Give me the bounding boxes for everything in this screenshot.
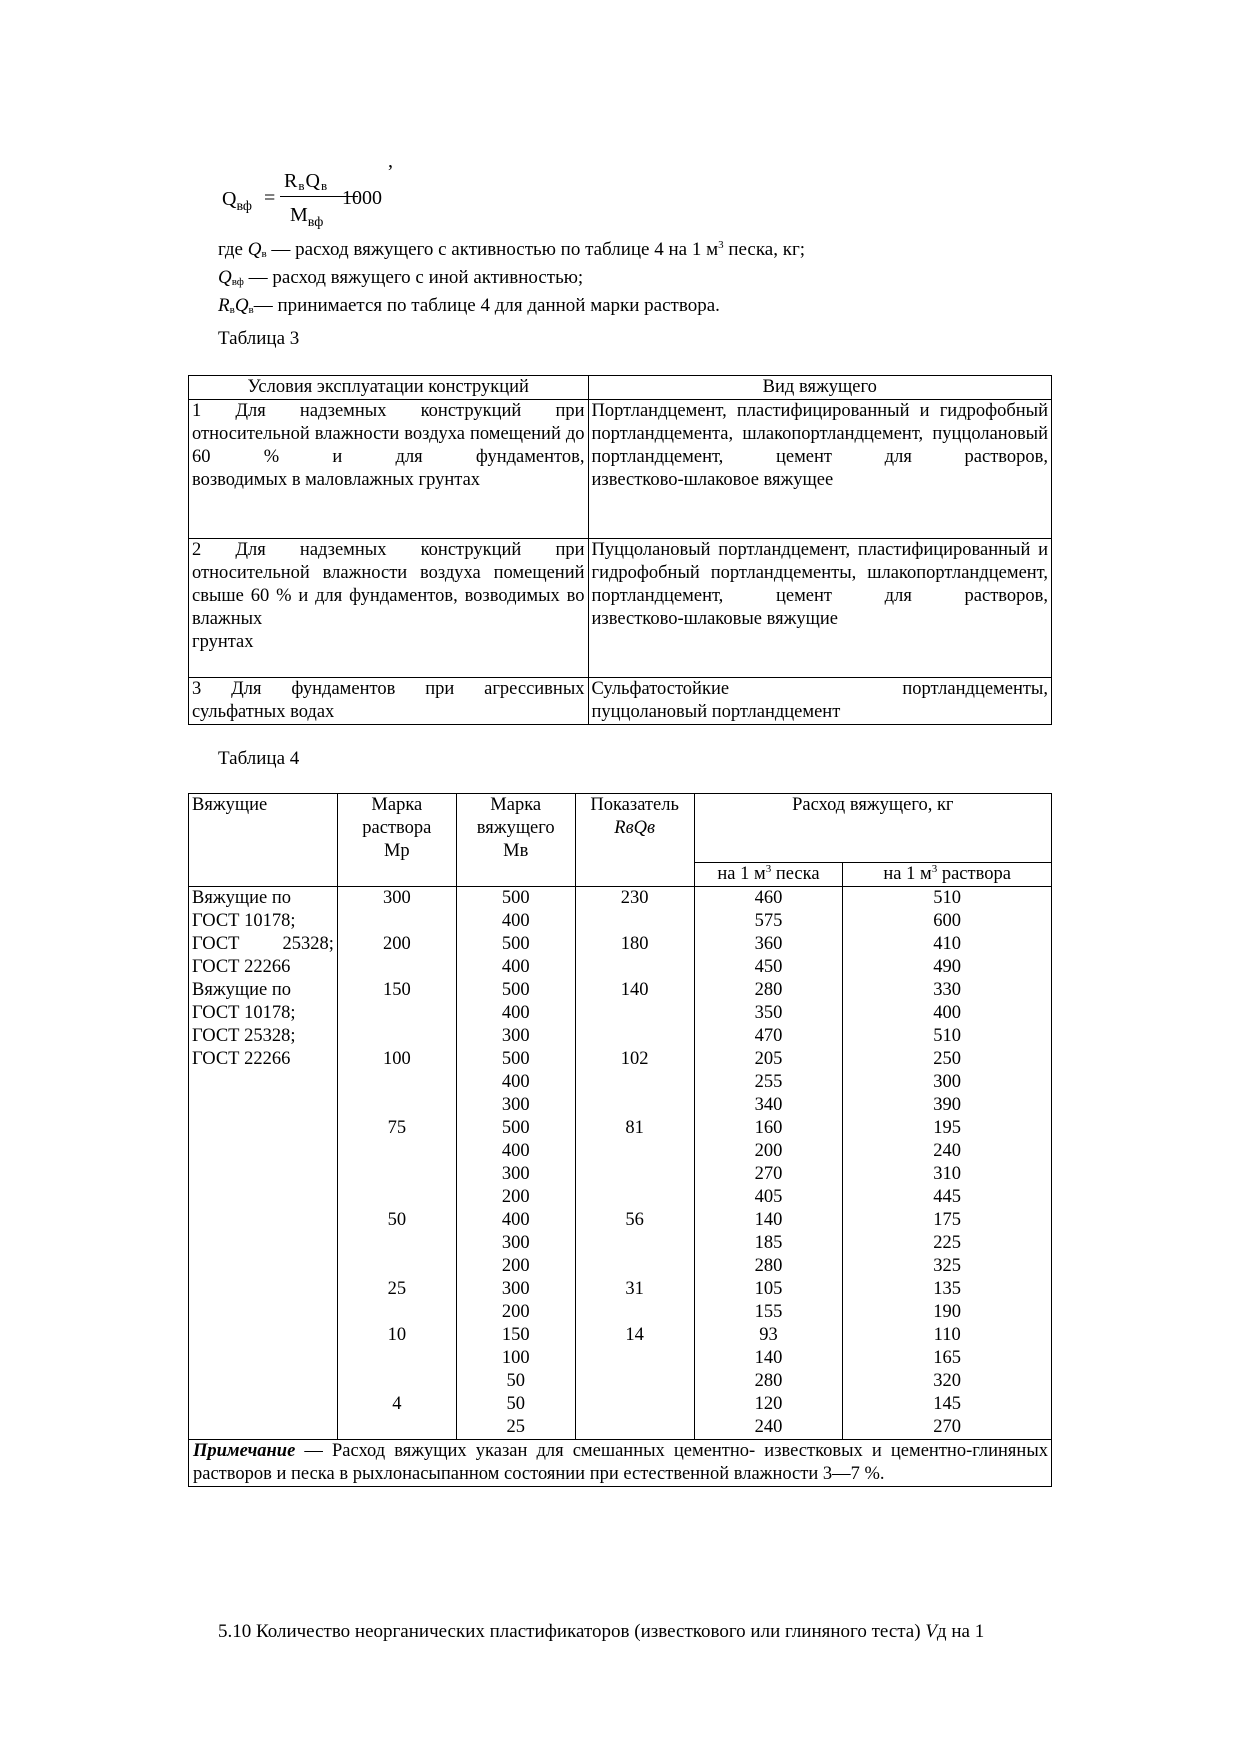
table4-cell-idx: 140 <box>620 980 649 1000</box>
table4-cell-idx <box>579 1002 691 1025</box>
table4-cell-mb: 300 <box>501 1026 530 1046</box>
table4-cell-mb: 100 <box>501 1348 530 1368</box>
table3 <box>188 375 1052 725</box>
table4-cell-mb: 500 <box>501 888 530 908</box>
formula-equals: = <box>264 187 276 209</box>
table4-cell-mortar: 310 <box>933 1164 962 1184</box>
table4-cell-mr <box>341 1301 453 1324</box>
table4-cell-mortar: 190 <box>933 1302 962 1322</box>
table4-cell-mr <box>341 1140 453 1163</box>
table4-header-per-mortar: на 1 $м^3$ раствора <box>843 863 1052 887</box>
table4-cell-idx: 102 <box>620 1049 649 1069</box>
table4-col-mortar-grade <box>337 887 456 1440</box>
table4-cell-sand: 93 <box>759 1325 778 1345</box>
table4-header-binder-grade: Марка вяжущего Мв <box>456 794 575 887</box>
table4-cell-mb: 200 <box>501 1256 530 1276</box>
table4-cell-idx <box>579 1255 691 1278</box>
table4-cell-sand: 350 <box>754 1003 783 1023</box>
table4-cell-sand: 280 <box>754 1256 783 1276</box>
table4-cell-idx <box>579 1025 691 1048</box>
table4-cell-mb: 25 <box>506 1417 525 1437</box>
table4-cell-mr: 50 <box>387 1210 407 1230</box>
table-row <box>189 539 1052 678</box>
table4-cell-mortar: 490 <box>933 957 962 977</box>
table4-cell-sand: 405 <box>754 1187 783 1207</box>
paragraph-5-10: 5.10 Количество неорганических пластификаторов (известкового или глиняного теста) Vд на 1 <box>218 1621 985 1642</box>
table4-header-consumption: Расход вяжущего, кг <box>694 794 1051 863</box>
table4-cell-mr: 75 <box>387 1118 407 1138</box>
table4-cell-mr: 25 <box>387 1279 407 1299</box>
table4-cell-mb: 300 <box>501 1279 530 1299</box>
table4-cell-idx <box>579 1416 691 1439</box>
table4-cell-mb: 300 <box>501 1095 530 1115</box>
table3-cell-binder: Портландцемент, пластифицированный и гидрофобный портландцемента, шлакопортландцемент, пуццолановый портландцемент, цемент для растворов, известково-шлаковое вяжущее <box>588 400 1052 539</box>
table4-cell-mortar: 175 <box>933 1210 962 1230</box>
table4-cell-idx: 56 <box>625 1210 644 1230</box>
table4-body-row <box>189 887 1052 1440</box>
table4-cell-idx <box>579 956 691 979</box>
table4-cell-mr <box>341 1416 453 1439</box>
table4-header-binders: Вяжущие <box>189 794 338 887</box>
table4-cell-sand: 155 <box>754 1302 783 1322</box>
table4-cell-mb: 400 <box>501 911 530 931</box>
table4-cell-idx <box>579 1301 691 1324</box>
table4-cell-idx <box>579 1186 691 1209</box>
table4-cell-mortar: 390 <box>933 1095 962 1115</box>
table4-cell-mortar: 510 <box>933 888 962 908</box>
table4-cell-sand: 185 <box>754 1233 783 1253</box>
table4-header-index: Показатель RвQв <box>575 794 694 887</box>
table4-cell-mortar: 145 <box>933 1394 962 1414</box>
table4-header-mortar-grade: Марка раствора Мр <box>337 794 456 887</box>
table4-cell-mortar: 225 <box>933 1233 962 1253</box>
table4-cell-mr <box>341 1025 453 1048</box>
table4-cell-sand: 270 <box>754 1164 783 1184</box>
table4-cell-mr <box>341 1370 453 1393</box>
table4-cell-sand: 460 <box>754 888 783 908</box>
formula-lhs: $Q_{вф}$ <box>222 188 252 214</box>
table4-cell-sand: 340 <box>754 1095 783 1115</box>
table4-cell-idx <box>579 1232 691 1255</box>
definition-rvqv: RвQв— принимается по таблице 4 для данной марки раствора. <box>218 295 720 316</box>
table4-cell-mr: 200 <box>382 934 411 954</box>
table4-cell-mb: 50 <box>506 1371 525 1391</box>
table4-cell-idx <box>579 910 691 933</box>
table4-cell-mr: 100 <box>382 1049 411 1069</box>
table4-cell-mortar: 195 <box>933 1118 962 1138</box>
table3-cell-conditions: 1 Для надземных конструкций при относительной влажности воздуха помещений до 60 % и для фундаментов, возводимых в маловлажных грунтах <box>189 400 589 539</box>
table4-cell-mb: 500 <box>501 1049 530 1069</box>
table4-cell-mortar: 165 <box>933 1348 962 1368</box>
table4-col-index <box>575 887 694 1440</box>
table4-cell-idx: 81 <box>625 1118 644 1138</box>
table4-cell-mb: 200 <box>501 1187 530 1207</box>
table4-cell-mortar: 320 <box>933 1371 962 1391</box>
table4-cell-idx <box>579 1163 691 1186</box>
table4-cell-sand: 140 <box>754 1348 783 1368</box>
table3-cell-binder: Сульфатостойкие портландцементы, пуццолановый портландцемент <box>588 678 1052 725</box>
table4-cell-mr <box>341 1347 453 1370</box>
table4-cell-sand: 105 <box>754 1279 783 1299</box>
table4-col-binders: Вяжущие по ГОСТ 10178; ГОСТ 25328; ГОСТ 22266 Вяжущие по ГОСТ 10178; ГОСТ 25328; ГОСТ 22266 <box>189 887 338 1440</box>
table4-cell-sand: 160 <box>754 1118 783 1138</box>
table4-cell-mortar: 400 <box>933 1003 962 1023</box>
table4-cell-mortar: 410 <box>933 934 962 954</box>
table4-col-binder-grade <box>456 887 575 1440</box>
table4-cell-sand: 360 <box>754 934 783 954</box>
table4-cell-mr <box>341 1232 453 1255</box>
table3-header-row <box>189 376 1052 400</box>
table4-cell-mortar: 135 <box>933 1279 962 1299</box>
table4-cell-sand: 205 <box>754 1049 783 1069</box>
table4-cell-idx <box>579 1370 691 1393</box>
formula <box>222 168 482 232</box>
table4-header-row <box>189 794 1052 863</box>
table4-cell-mortar: 600 <box>933 911 962 931</box>
definition-qvf: Qвф — расход вяжущего с иной активностью; <box>218 267 584 288</box>
table4-cell-idx: 230 <box>620 888 649 908</box>
table4-cell-mr <box>341 1163 453 1186</box>
table4-cell-mortar: 325 <box>933 1256 962 1276</box>
table4-cell-mortar: 510 <box>933 1026 962 1046</box>
table4-cell-mb: 300 <box>501 1233 530 1253</box>
table4-cell-mortar: 110 <box>933 1325 961 1345</box>
table4-cell-mb: 500 <box>501 980 530 1000</box>
table4-cell-sand: 120 <box>754 1394 783 1414</box>
formula-comma: , <box>388 150 393 172</box>
table4-cell-mr: 4 <box>392 1394 402 1414</box>
table4-cell-mb: 400 <box>501 957 530 977</box>
table4-cell-idx <box>579 1393 691 1416</box>
table4-col-per-mortar <box>843 887 1052 1440</box>
table4-cell-idx <box>579 1094 691 1117</box>
table4-cell-mb: 500 <box>501 1118 530 1138</box>
table4-cell-mortar: 270 <box>933 1417 962 1437</box>
table4-cell-sand: 200 <box>754 1141 783 1161</box>
table4-cell-mr: 150 <box>382 980 411 1000</box>
table4-cell-idx <box>579 1071 691 1094</box>
table4-cell-mortar: 445 <box>933 1187 962 1207</box>
table4-cell-mr <box>341 1071 453 1094</box>
table4-cell-mr: 300 <box>382 888 411 908</box>
table4-cell-mortar: 300 <box>933 1072 962 1092</box>
table4-cell-mr <box>341 1186 453 1209</box>
table3-cell-conditions: 2 Для надземных конструкций при относительной влажности воздуха помещений свыше 60 % и для фундаментов, возводимых во влажных грунтах <box>189 539 589 678</box>
table3-cell-binder: Пуццолановый портландцемент, пластифицированный и гидрофобный портландцементы, шлакопортландцемент, портландцемент, цемент для растворов, известково-шлаковые вяжущие <box>588 539 1052 678</box>
table4-cell-mr <box>341 1094 453 1117</box>
table4-cell-sand: 450 <box>754 957 783 977</box>
table4-caption: Таблица 4 <box>218 748 300 769</box>
table4-cell-sand: 255 <box>754 1072 783 1092</box>
formula-definitions <box>218 238 805 322</box>
table3-cell-conditions: 3 Для фундаментов при агрессивных сульфатных водах <box>189 678 589 725</box>
table4-cell-mr <box>341 1255 453 1278</box>
table4-cell-sand: 140 <box>754 1210 783 1230</box>
table4-cell-mb: 400 <box>501 1141 530 1161</box>
table4 <box>188 793 1052 1487</box>
table4-cell-mortar: 240 <box>933 1141 962 1161</box>
table4-cell-idx: 14 <box>625 1325 644 1345</box>
table4-cell-mb: 400 <box>501 1003 530 1023</box>
table4-cell-mb: 500 <box>501 934 530 954</box>
table4-cell-mr <box>341 910 453 933</box>
table4-cell-mr <box>341 956 453 979</box>
table4-cell-mb: 200 <box>501 1302 530 1322</box>
table4-cell-mb: 400 <box>501 1210 530 1230</box>
table4-note-row <box>189 1440 1052 1487</box>
table4-cell-idx: 31 <box>625 1279 644 1299</box>
table3-caption: Таблица 3 <box>218 328 300 349</box>
table3-header-conditions: Условия эксплуатации конструкций <box>189 376 589 400</box>
table4-cell-sand: 470 <box>754 1026 783 1046</box>
table4-cell-sand: 240 <box>754 1417 783 1437</box>
table4-cell-mb: 300 <box>501 1164 530 1184</box>
formula-numerator: RвQв <box>284 170 329 193</box>
table4-cell-idx <box>579 1140 691 1163</box>
table4-cell-mortar: 330 <box>933 980 962 1000</box>
formula-multiplier: 1000 <box>342 187 382 209</box>
table4-cell-mr <box>341 1002 453 1025</box>
table4-cell-sand: 575 <box>754 911 783 931</box>
table4-cell-mb: 50 <box>506 1394 525 1414</box>
table4-col-per-sand <box>694 887 843 1440</box>
table4-note: Примечание — Расход вяжущих указан для смешанных цементно- известковых и цементно-глиняных растворов и песка в рыхлонасыпанном состоянии при естественной влажности 3—7 %. <box>189 1440 1052 1487</box>
definition-qv: где Qв — расход вяжущего с активностью по таблице 4 на 1 $м^3$ песка, кг; <box>218 239 806 260</box>
formula-denominator: $M_{вф}$ <box>290 204 324 230</box>
table4-cell-sand: 280 <box>754 1371 783 1391</box>
table4-cell-idx: 180 <box>620 934 649 954</box>
table4-cell-mb: 400 <box>501 1072 530 1092</box>
table4-cell-idx <box>579 1347 691 1370</box>
table-row <box>189 678 1052 725</box>
table4-cell-mr: 10 <box>387 1325 407 1345</box>
table3-header-binder: Вид вяжущего <box>588 376 1052 400</box>
table4-cell-mortar: 250 <box>933 1049 962 1069</box>
table-row <box>189 400 1052 539</box>
table4-cell-mb: 150 <box>501 1325 530 1345</box>
table4-cell-sand: 280 <box>754 980 783 1000</box>
table4-header-per-sand: на 1 $м^3$ песка <box>694 863 843 887</box>
